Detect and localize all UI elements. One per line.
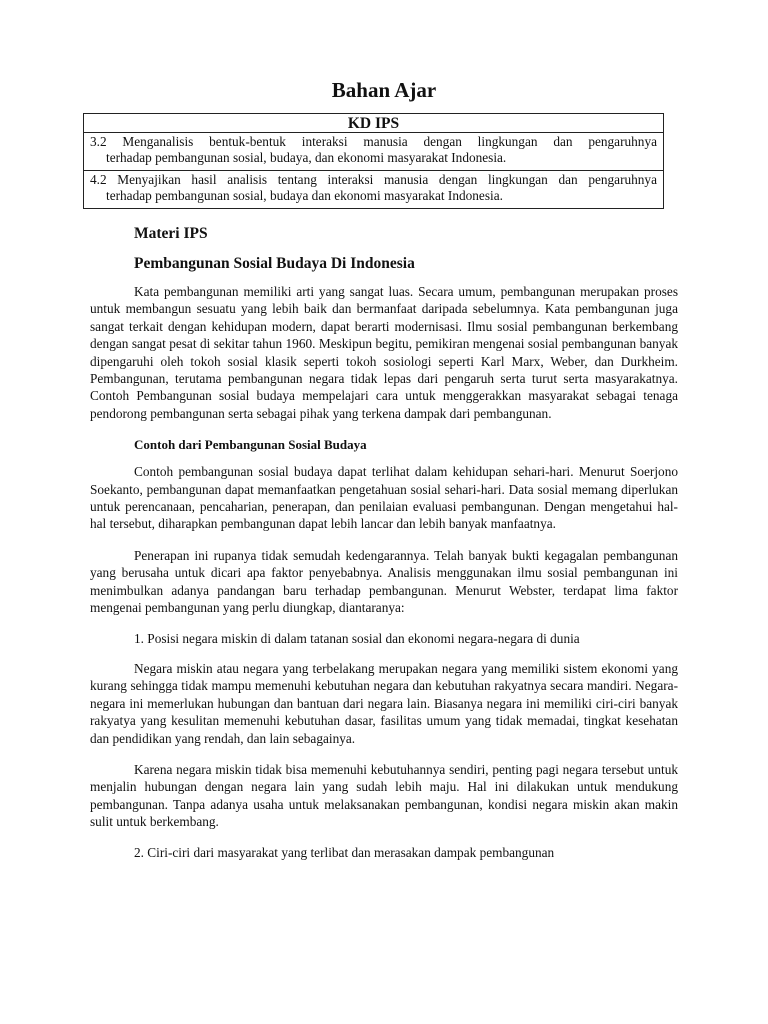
materi-heading: Materi IPS [134,225,208,242]
body-paragraph: Kata pembangunan memiliki arti yang sangat luas. Secara umum, pembangunan merupakan proses untuk membangun sesuatu yang lebih baik dan bermanfaat daripada sebelumnya. Kata pembangunan juga sangat terkait dengan kehidupan modern, dapat berarti modernisasi. Ilmu sosial pembangunan berkembang dengan sangat pesat di sekitar tahun 1960. Meskipun begitu, pemikiran mengenai sosial pembangunan banyak dipengaruhi oleh tokoh sosial klasik seperti tokoh sosiologi seperti Karl Marx, Weber, dan Durkheim. Pembangunan, terutama pembangunan negara tidak lepas dari pengaruh serta turut serta masyarakatnya. Contoh Pembangunan sosial budaya mempelajari cara untuk menggerakkan masyarakat sebagai tenaga pendorong pembangunan serta sebagai pihak yang terkena dampak dari pembangunan. [90,284,678,421]
kd-cell [84,133,664,171]
body-paragraph: Negara miskin atau negara yang terbelakang merupakan negara yang memiliki sistem ekonomi yang kurang sehingga tidak mampu memenuhi kebutuhan negara dan kebutuhan rakyatnya secara mandiri. Negara-negara ini memerlukan hubungan dan bantuan dari negara lain. Biasanya negara ini memiliki ciri-ciri banyak rakyatya yang kesulitan memenuhi kebutuhan dasar, fasilitas umum yang tidak memadai, tingkat kesehatan dan pendidikan yang rendah, dan lain sebagainya. [90,660,678,746]
document-title: Bahan Ajar [331,78,437,102]
kd-text-line: 3.2 Menganalisis bentuk-bentuk interaksi manusia dengan lingkungan dan pengaruhnya [90,134,657,149]
kd-cell [84,171,664,209]
body-paragraph: Karena negara miskin tidak bisa memenuhi kebutuhannya sendiri, penting pagi negara tersebut untuk menjalin hubungan dengan negara lain yang sudah lebih maju. Hal ini dilakukan untuk mendukung pembangunan. Tanpa adanya usaha untuk melaksanakan pembangunan, kondisi negara miskin akan makin sulit untuk berkembang. [90,761,678,830]
topic-heading: Pembangunan Sosial Budaya Di Indonesia [134,255,415,272]
kd-table [83,113,664,209]
body-paragraph: Contoh pembangunan sosial budaya dapat terlihat dalam kehidupan sehari-hari. Menurut Soerjono Soekanto, pembangunan dapat memanfaatkan pengetahuan sosial sehari-hari. Data sosial memang diperlukan untuk perencanaan, pencaharian, penerapan, dan penilaian evaluasi pembangunan. Dengan mengetahui hal-hal tersebut, diharapkan pembangunan dapat lebih lancar dan lebih banyak manfaatnya. [90,464,678,532]
table-row [84,171,664,209]
list-item: 2. Ciri-ciri dari masyarakat yang terlibat dan merasakan dampak pembangunan [134,844,555,860]
kd-text-line: 4.2 Menyajikan hasil analisis tentang interaksi manusia dengan lingkungan dan pengaruhnya [90,172,657,187]
kd-text-line: terhadap pembangunan sosial, budaya, dan ekonomi masyarakat Indonesia. [106,150,507,165]
table-row [84,133,664,171]
body-paragraph: Penerapan ini rupanya tidak semudah kedengarannya. Telah banyak bukti kegagalan pembangunan yang berusaha untuk dicari apa faktor penyebabnya. Analisis menggunakan ilmu sosial pembangunan ini menimbulkan adanya pandangan baru terhadap pembangunan. Menurut Webster, terdapat lima faktor mengenai pembangunan yang perlu diungkap, diantaranya: [90,547,678,616]
list-item: 1. Posisi negara miskin di dalam tatanan sosial dan ekonomi negara-negara di dunia [134,630,580,646]
kd-table-header: KD IPS [84,114,664,133]
kd-text-line: terhadap pembangunan sosial, budaya dan ekonomi masyarakat Indonesia. [106,188,503,203]
example-heading: Contoh dari Pembangunan Sosial Budaya [134,437,367,453]
